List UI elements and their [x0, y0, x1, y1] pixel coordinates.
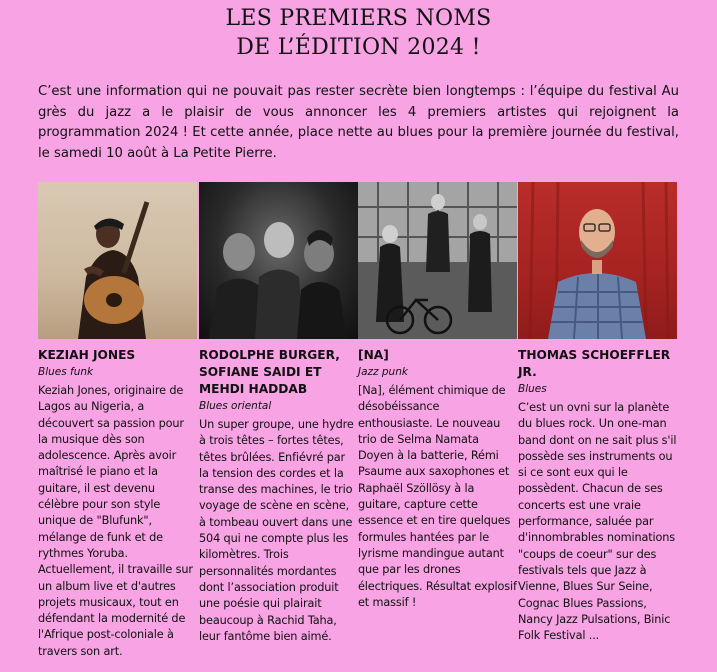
artist-photo-thomas-schoeffler: [518, 182, 677, 339]
artist-name: THOMAS SCHOEFFLER JR.: [518, 348, 671, 379]
artist-photo-burger-saidi-haddab: [199, 182, 358, 339]
artist-photo-keziah-jones: [38, 182, 197, 339]
artist-description: Keziah Jones, originaire de Lagos au Nigeria, a découvert sa passion pour la musique dès son adolescence. Après avoir maîtrisé le piano et la guitare, il est devenu célèbre pour son style unique de "Blufunk", mélange de funk et de rythmes Yoruba. Actuellement, il travaille sur un album live et d'autres projets musicaux, tout en défendant la modernité de l'Afrique post-coloniale à travers son art.: [38, 384, 193, 658]
title-line-2: DE L’ÉDITION 2024 !: [236, 35, 481, 60]
artist-description: Un super groupe, une hydre à trois têtes – fortes têtes, têtes brûlées. Enfiévré par la tension des cordes et la transe des machines, le trio voyage de scène en scène, à tombeau ouvert dans une 504 qui ne compte plus les kilomètres. Trois personnalités mordantes dont l’association produit une poésie qui plairait beaucoup à Rachid Taha, leur fantôme bien aimé.: [199, 418, 354, 643]
artist-genre: Blues: [518, 383, 547, 395]
artist-card-thomas-schoeffler: [518, 182, 677, 644]
artist-card-keziah-jones: [38, 182, 197, 660]
page-title: [0, 4, 717, 62]
artist-genre: Blues oriental: [199, 400, 272, 412]
artist-photo-na: [358, 182, 517, 339]
intro-paragraph: C’est une information qui ne pouvait pas rester secrète bien longtemps : l’équipe du festival Au grès du jazz a le plaisir de vous annoncer les 4 premiers artistes qui rejoignent la programmation 2024 ! Et cette année, place nette au blues pour la première journée du festival, le samedi 10 août à La Petite Pierre.: [38, 84, 679, 161]
artist-genre: Blues funk: [38, 366, 94, 378]
artist-name: [NA]: [358, 348, 389, 362]
title-line-1: LES PREMIERS NOMS: [225, 6, 492, 31]
artist-card-na: [358, 182, 517, 611]
artist-card-burger-saidi-haddab: [199, 182, 358, 645]
artist-description: C’est un ovni sur la planète du blues rock. Un one-man band dont on ne sait plus s'il possède ses instruments ou si ce sont eux qui le possèdent. Chacun de ses concerts est une vraie performance, saluée par d'innombrables nominations "coups de coeur" sur des festivals tels que Jazz à Vienne, Blues Sur Seine, Cognac Blues Passions, Nancy Jazz Pulsations, Binic Folk Festival ...: [518, 401, 677, 643]
artist-description: [Na], élément chimique de désobéissance enthousiaste. Le nouveau trio de Selma Namata Doyen à la batterie, Rémi Psaume aux saxophones et Raphaël Szöllösy à la guitare, capture cette essence et en tire quelques formules hantées par le lyrisme mandingue autant que par les drones électriques. Résultat explosif et massif !: [358, 384, 517, 609]
artist-name: KEZIAH JONES: [38, 348, 136, 362]
artist-name: RODOLPHE BURGER, SOFIANE SAIDI ET MEHDI HADDAB: [199, 348, 340, 396]
artist-genre: Jazz punk: [358, 366, 408, 378]
